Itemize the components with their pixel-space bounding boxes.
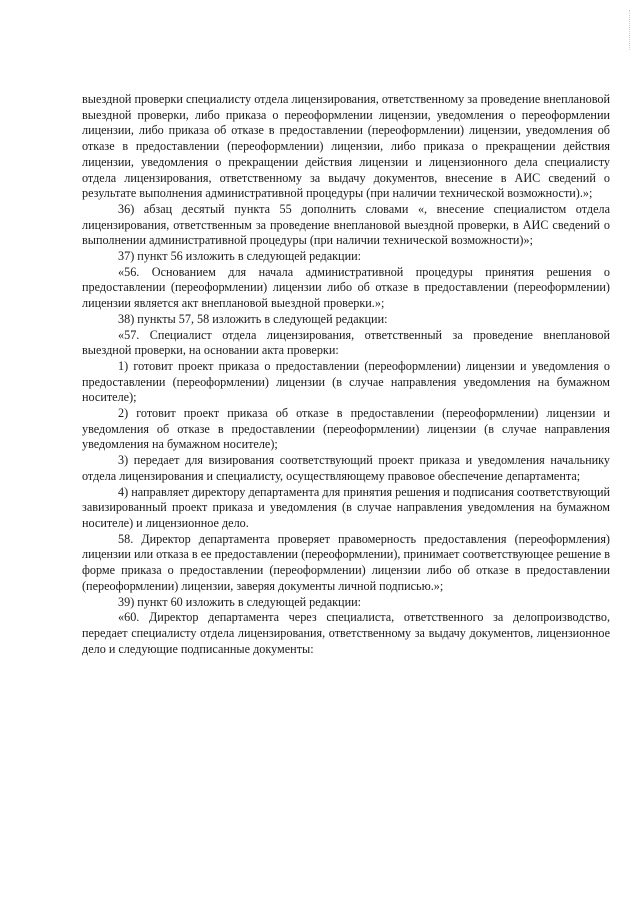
- paragraph-item-37: 37) пункт 56 изложить в следующей редакции:: [118, 249, 362, 264]
- paragraph-clause-58: 58. Директор департамента проверяет правомерность предоставления (переоформления) лицензии или отказа в ее предоставлении (переоформлении), принимает соответствующее решение в форме приказа о предоставлении (переоформлении) лицензии либо об отказе в предоставлении (переоформлении) лицензии, заверяя документы личной подписью.»;: [82, 531, 610, 593]
- paragraph-subitem-1: 1) готовит проект приказа о предоставлении (переоформлении) лицензии и уведомления о предоставлении (переоформлении) лицензии (в случае направления уведомления на бумажном носителе);: [82, 358, 610, 405]
- paragraph-clause-57: «57. Специалист отдела лицензирования, ответственный за проведение внеплановой выездной проверки, на основании акта проверки:: [82, 327, 610, 358]
- paragraph-item-39: 39) пункт 60 изложить в следующей редакции:: [118, 594, 362, 609]
- scan-edge-mark: [629, 10, 632, 50]
- paragraph-item-38: 38) пункты 57, 58 изложить в следующей редакции:: [118, 311, 388, 326]
- paragraph-item-36: 36) абзац десятый пункта 55 дополнить словами «, внесение специалистом отдела лицензирования, ответственным за проведение внеплановой выездной проверки, в АИС сведений о выполнении административной процедуры (при наличии технической возможности)»;: [82, 201, 610, 248]
- paragraph-clause-56: «56. Основанием для начала административной процедуры принятия решения о предоставлении (переоформлении) лицензии либо об отказе в предоставлении (переоформлении) лицензии является акт внеплановой выездной проверки.»;: [82, 264, 610, 311]
- paragraph-subitem-4: 4) направляет директору департамента для принятия решения и подписания соответствующий завизированный проект приказа и уведомления (в случае направления уведомления на бумажном носителе) и лицензионное дело.: [82, 484, 610, 530]
- paragraph-subitem-3: 3) передает для визирования соответствующий проект приказа и уведомления начальнику отдела лицензирования и специалисту, осуществляющему правовое обеспечение департамента;: [82, 453, 610, 483]
- document-page: [82, 92, 610, 657]
- paragraph-continuation: выездной проверки специалисту отдела лицензирования, ответственному за проведение внеплановой выездной проверки, либо приказа о переоформлении лицензии, уведомления о переоформлении лицензии, либо приказа об отказе в предоставлении (переоформлении) лицензии, уведомления об отказе в предоставлении (переоформлении) лицензии, либо приказа о прекращении действия лицензии, уведомления о прекращении действия лицензии и лицензионного дела специалисту отдела лицензирования, ответственному за выдачу документов, внесение в АИС сведений о результате выполнения административной процедуры (при наличии технической возможности).»;: [82, 92, 610, 201]
- paragraph-subitem-2: 2) готовит проект приказа об отказе в предоставлении (переоформлении) лицензии и уведомления об отказе в предоставлении (переоформлении) лицензии (в случае направления уведомления на бумажном носителе);: [82, 406, 610, 452]
- paragraph-clause-60: «60. Директор департамента через специалиста, ответственного за делопроизводство, передает специалисту отдела лицензирования, ответственному за выдачу документов, лицензионное дело и следующие подписанные документы:: [82, 610, 610, 656]
